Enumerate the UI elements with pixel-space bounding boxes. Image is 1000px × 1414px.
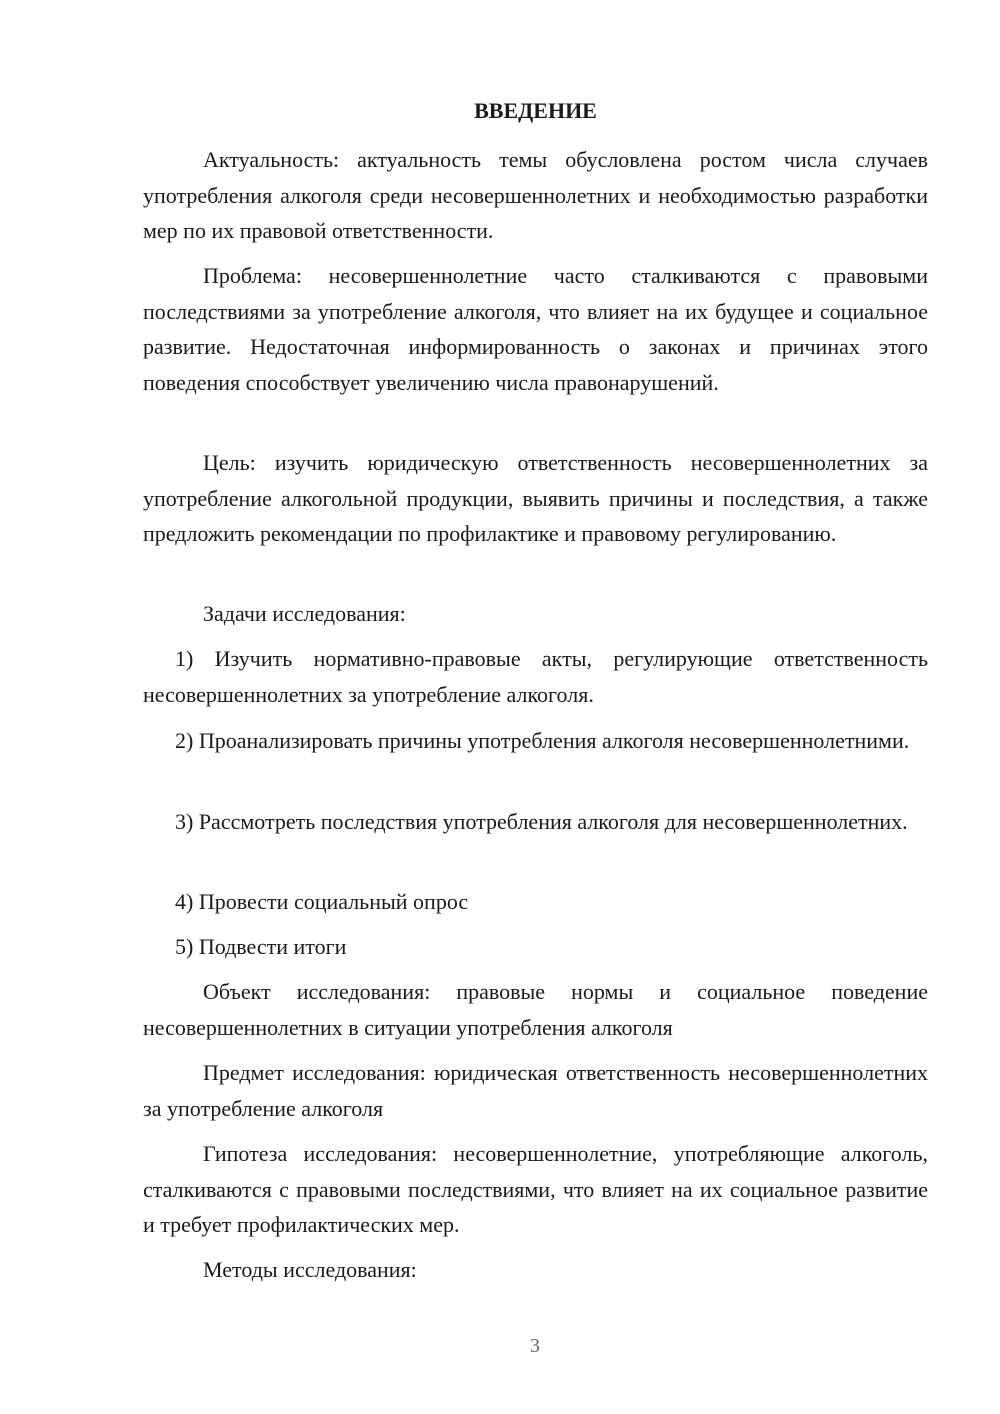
- goal-paragraph: Цель: изучить юридическую ответственность несовершеннолетних за употребление алкогольной продукции, выявить причины и последствия, а также предложить рекомендации по профилактике и правовому регулированию.: [143, 450, 928, 546]
- object-paragraph: Объект исследования: правовые нормы и социальное поведение несовершеннолетних в ситуации употребления алкоголя: [143, 979, 928, 1040]
- task-item-4: 4) Провести социальный опрос: [175, 889, 469, 914]
- methods-heading: Методы исследования:: [203, 1257, 417, 1282]
- subject-paragraph: Предмет исследования: юридическая ответственность несовершеннолетних за употребление алкоголя: [143, 1060, 928, 1121]
- task-item-2: 2) Проанализировать причины употребления алкоголя несовершеннолетними.: [175, 728, 910, 753]
- task-item-3: 3) Рассмотреть последствия употребления алкоголя для несовершеннолетних.: [175, 809, 908, 834]
- tasks-heading: Задачи исследования:: [203, 601, 406, 626]
- task-item-5: 5) Подвести итоги: [175, 934, 347, 959]
- page-number: 3: [530, 1335, 540, 1357]
- task-item-1: 1) Изучить нормативно-правовые акты, регулирующие ответственность несовершеннолетних за употребление алкоголя.: [143, 646, 928, 707]
- page-title: ВВЕДЕНИЕ: [474, 98, 597, 123]
- hypothesis-paragraph: Гипотеза исследования: несовершеннолетние, употребляющие алкоголь, сталкиваются с правовыми последствиями, что влияет на их социальное развитие и требует профилактических мер.: [143, 1141, 928, 1237]
- relevance-paragraph: Актуальность: актуальность темы обусловлена ростом числа случаев употребления алкоголя среди несовершеннолетних и необходимостью разработки мер по их правовой ответственности.: [143, 147, 928, 243]
- problem-paragraph: Проблема: несовершеннолетние часто сталкиваются с правовыми последствиями за употребление алкоголя, что влияет на их будущее и социальное развитие. Недостаточная информированность о законах и причинах этого поведения способствует увеличению числа правонарушений.: [143, 263, 928, 395]
